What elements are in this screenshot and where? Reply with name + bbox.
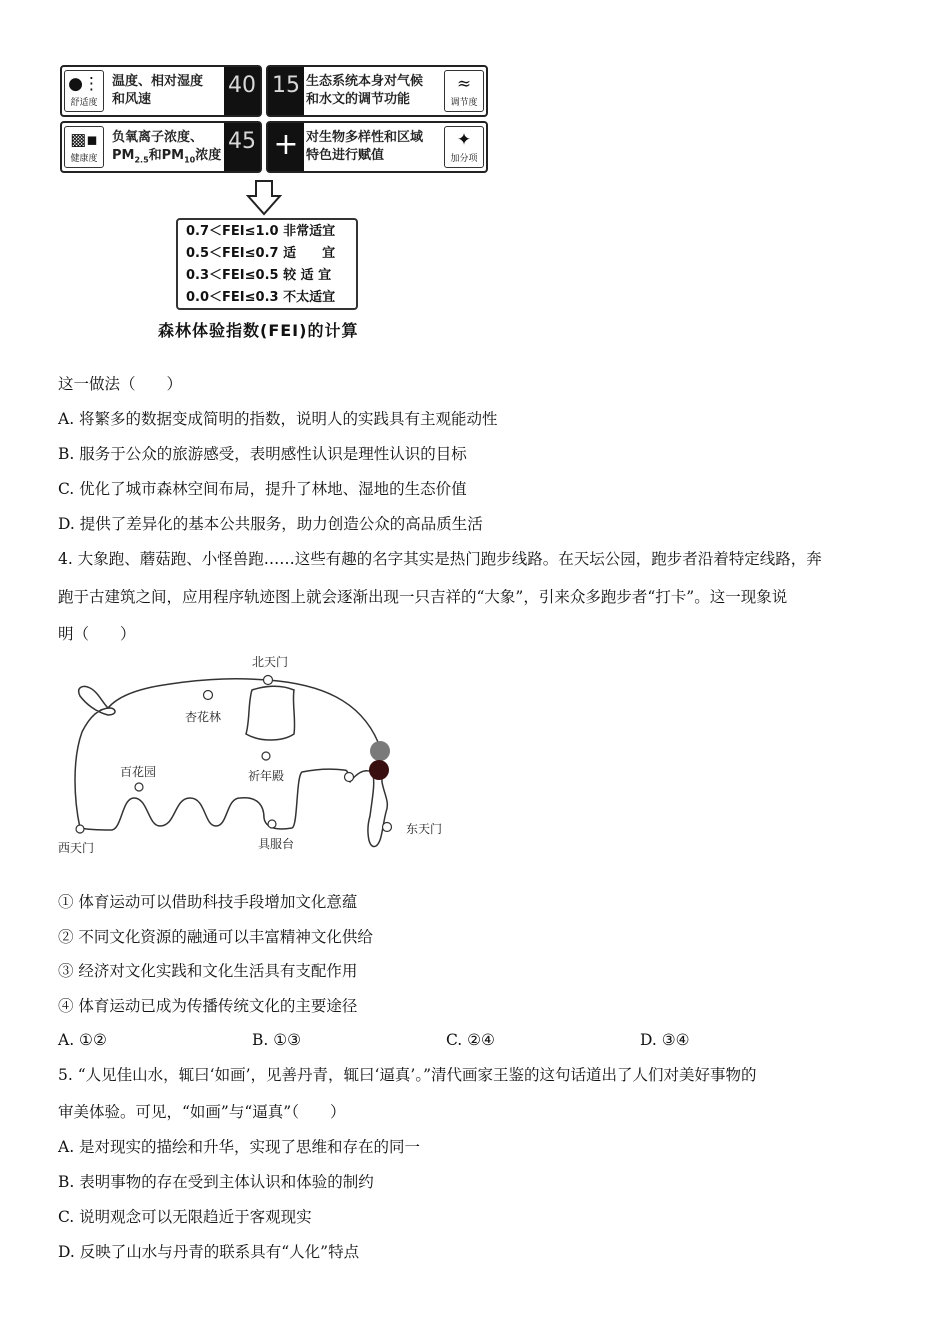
q4-choice-b: B. ①③ [252,1031,302,1049]
q5-option-b: B. 表明事物的存在受到主体认识和体验的制约 [58,1173,374,1191]
fei-range-row: 0.7＜FEI≤1.0 非常适宜 [186,224,336,239]
map-marker [135,783,143,791]
q5-stem-line: 5. “人见佳山水，辄曰‘如画’，见善丹青，辄曰‘逼真’。”清代画家王鉴的这句话道出了人们对美好事物的 [58,1066,757,1084]
map-marker [204,691,213,700]
q4-statement: ④ 体育运动已成为传播传统文化的主要途径 [58,997,358,1015]
map-label-hundred-flowers: 百花园 [120,765,157,779]
fei-range-box [176,218,358,310]
q5-option-a: A. 是对现实的描绘和升华，实现了思维和存在的同一 [58,1138,421,1156]
regulation-icon-label: 调节度 [450,98,478,108]
fei-range-row: 0.5＜FEI≤0.7 适 宜 [186,246,336,261]
map-marker [383,823,392,832]
map-label-apricot: 杏花林 [185,710,222,724]
comfort-icon-box [64,70,104,112]
health-score: 45 [224,123,260,171]
q4-stem-line: 4. 大象跑、蘑菇跑、小怪兽跑……这些有趣的名字其实是热门跑步线路。在天坛公园，跑步者沿着特定线路，奔 [58,550,822,568]
elephant-route-path [60,650,460,860]
q3-option-d: D. 提供了差异化的基本公共服务，助力创造公众的高品质生活 [58,515,483,533]
q5-option-d: D. 反映了山水与丹青的联系具有“人化”特点 [58,1243,360,1261]
map-label-north-gate: 北天门 [252,655,289,669]
bonus-text: 对生物多样性和区域 特色进行赋值 [306,130,424,163]
comfort-text: 温度、相对湿度 和风速 [112,74,204,107]
bird-icon: ✦ [456,130,472,150]
route-end-dot [369,760,389,780]
fei-panel-health [60,121,262,173]
q5-stem-line: 审美体验。可见，“如画”与“逼真”（ ） [58,1103,346,1121]
map-label-west-gate: 西天门 [58,841,95,855]
fei-panel-comfort [60,65,262,117]
map-label-east-gate: 东天门 [406,822,443,836]
q4-choice-a: A. ①② [58,1031,107,1049]
bonus-score: + [268,123,304,171]
health-icon-label: 健康度 [70,154,98,164]
comfort-icon-label: 舒适度 [70,98,98,108]
fei-range-row: 0.3＜FEI≤0.5 较 适 宜 [186,268,332,283]
q4-stem-line: 明（ ） [58,625,136,643]
fei-panel-bonus [266,121,488,173]
q4-statement: ① 体育运动可以借助科技手段增加文化意蕴 [58,893,358,911]
map-marker [76,825,84,833]
q4-statement: ② 不同文化资源的融通可以丰富精神文化供给 [58,928,373,946]
map-label-jufu: 具服台 [258,837,295,851]
bonus-icon-label: 加分项 [450,154,478,164]
down-arrow-icon [246,180,282,216]
map-marker [345,773,354,782]
comfort-score: 40 [224,67,260,115]
q4-statement: ③ 经济对文化实践和文化生活具有支配作用 [58,962,358,980]
q3-stem-tail: 这一做法（ ） [58,375,183,393]
q4-choice-d: D. ③④ [640,1031,690,1049]
health-icon-box [64,126,104,168]
q3-option-a: A. 将繁多的数据变成简明的指数，说明人的实践具有主观能动性 [58,410,498,428]
city-skyline-icon: ▩▪ [70,130,98,150]
q3-option-b: B. 服务于公众的旅游感受，表明感性认识是理性认识的目标 [58,445,467,463]
regulation-text: 生态系统本身对气候 和水文的调节功能 [306,74,424,107]
map-marker [264,676,273,685]
bonus-icon-box [444,126,484,168]
map-label-qinian: 祈年殿 [248,769,285,783]
health-text: 负氧离子浓度、 $PM_{2.5}$和$PM_{10}$浓度 [112,130,222,165]
route-start-dot [370,741,390,761]
q3-option-c: C. 优化了城市森林空间布局，提升了林地、湿地的生态价值 [58,480,467,498]
map-marker [268,820,276,828]
fei-range-row: 0.0＜FEI≤0.3 不太适宜 [186,290,336,305]
regulation-score: 15 [268,67,304,115]
q4-stem-line: 跑于古建筑之间，应用程序轨迹图上就会逐渐出现一只吉祥的“大象”，引来众多跑步者“打卡”。这一现象说 [58,588,788,606]
q5-option-c: C. 说明观念可以无限趋近于客观现实 [58,1208,312,1226]
fei-panel-regulation [266,65,488,117]
fei-figure-caption: 森林体验指数(FEI)的计算 [158,321,359,340]
water-waves-icon: ≈ [456,74,472,94]
regulation-icon-box [444,70,484,112]
map-marker [262,752,270,760]
person-and-dots-icon: ●⋮ [68,74,100,94]
q4-choice-c: C. ②④ [446,1031,495,1049]
